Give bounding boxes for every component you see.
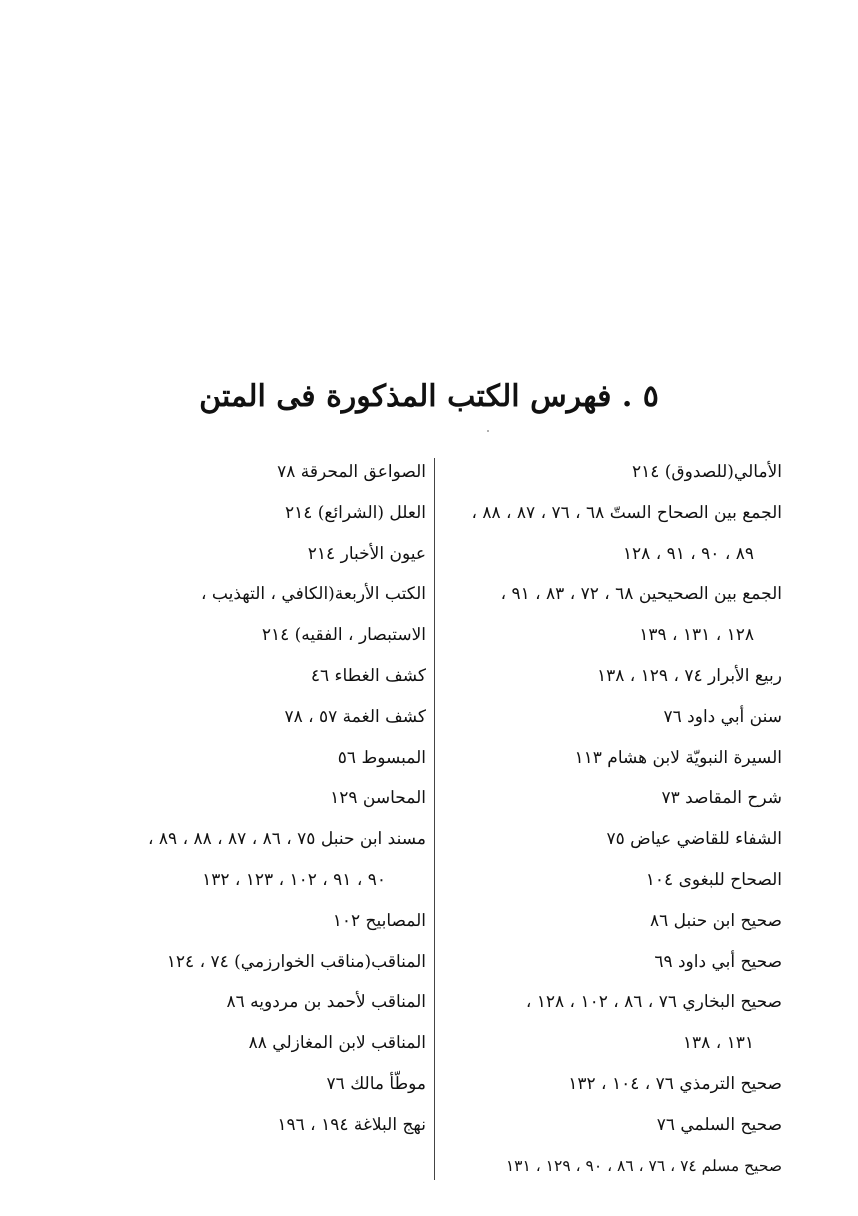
index-entry: سنن أبي داود ٧٦ — [663, 706, 782, 727]
index-entry: كشف الغطاء ٤٦ — [310, 665, 426, 686]
index-entry: الأمالي(للصدوق) ٢١٤ — [631, 462, 782, 482]
index-entry: صحيح أبي داود ٦٩ — [654, 951, 782, 972]
index-entry: المناقب لابن المغازلي ٨٨ — [248, 1033, 426, 1054]
index-entry: المحاسن ١٢٩ — [330, 788, 426, 809]
index-entry: صحيح السلمي ٧٦ — [656, 1114, 782, 1135]
index-entry: الصواعق المحرقة ٧٨ — [277, 462, 426, 482]
index-entry-continuation: ١٣١ ، ١٣٨ — [682, 1033, 754, 1054]
page-title: ٥ . فهرس الكتب المذكورة فى المتن — [199, 379, 659, 414]
index-entry: شرح المقاصد ٧٣ — [661, 788, 782, 809]
index-entry: العلل (الشرائع) ٢١٤ — [284, 502, 426, 523]
column-divider — [434, 458, 435, 1180]
index-entry-continuation: ١٢٨ ، ١٣١ ، ١٣٩ — [639, 625, 754, 646]
index-entry: الصحاح للبغوى ١٠٤ — [645, 869, 782, 890]
index-entry: الاستبصار ، الفقيه) ٢١٤ — [261, 625, 426, 646]
index-entry-continuation: ٨٩ ، ٩٠ ، ٩١ ، ١٢٨ — [622, 543, 754, 564]
index-entry: المبسوط ٥٦ — [337, 747, 426, 768]
index-entry: موطّأ مالك ٧٦ — [326, 1073, 426, 1094]
index-entry: عيون الأخبار ٢١٤ — [307, 543, 426, 564]
index-entry: المناقب(مناقب الخوارزمي) ٧٤ ، ١٢٤ — [166, 951, 426, 972]
index-column-left — [66, 452, 426, 1146]
index-entry: صحيح مسلم ٧٤ ، ٧٦ ، ٨٦ ، ٩٠ ، ١٢٩ ، ١٣١ — [505, 1156, 782, 1175]
index-column-right — [432, 452, 782, 1186]
index-entry: الكتب الأربعة(الكافي ، التهذيب ، — [201, 584, 426, 605]
index-entry: المناقب لأحمد بن مردويه ٨٦ — [226, 992, 426, 1013]
index-entry: صحيح البخاري ٧٦ ، ٨٦ ، ١٠٢ ، ١٢٨ ، — [525, 992, 782, 1013]
index-entry: المصابيح ١٠٢ — [332, 910, 426, 931]
decorative-dot — [487, 430, 489, 432]
index-entry: نهج البلاغة ١٩٤ ، ١٩٦ — [277, 1114, 426, 1135]
index-entry: صحيح ابن حنبل ٨٦ — [649, 910, 782, 931]
index-entry: مسند ابن حنبل ٧٥ ، ٨٦ ، ٨٧ ، ٨٨ ، ٨٩ ، — [148, 829, 426, 850]
index-entry: الجمع بين الصحيحين ٦٨ ، ٧٢ ، ٨٣ ، ٩١ ، — [500, 584, 782, 605]
index-entry-continuation: ٩٠ ، ٩١ ، ١٠٢ ، ١٢٣ ، ١٣٢ — [202, 869, 386, 890]
index-entry: السيرة النبويّة لابن هشام ١١٣ — [574, 747, 782, 768]
index-entry: كشف الغمة ٥٧ ، ٧٨ — [284, 706, 426, 727]
index-entry: ربيع الأبرار ٧٤ ، ١٢٩ ، ١٣٨ — [596, 665, 782, 686]
index-entry: صحيح الترمذي ٧٦ ، ١٠٤ ، ١٣٢ — [568, 1073, 782, 1094]
index-entry: الشفاء للقاضي عياض ٧٥ — [606, 829, 782, 850]
index-entry: الجمع بين الصحاح الستّ ٦٨ ، ٧٦ ، ٨٧ ، ٨٨ ، — [471, 502, 782, 523]
